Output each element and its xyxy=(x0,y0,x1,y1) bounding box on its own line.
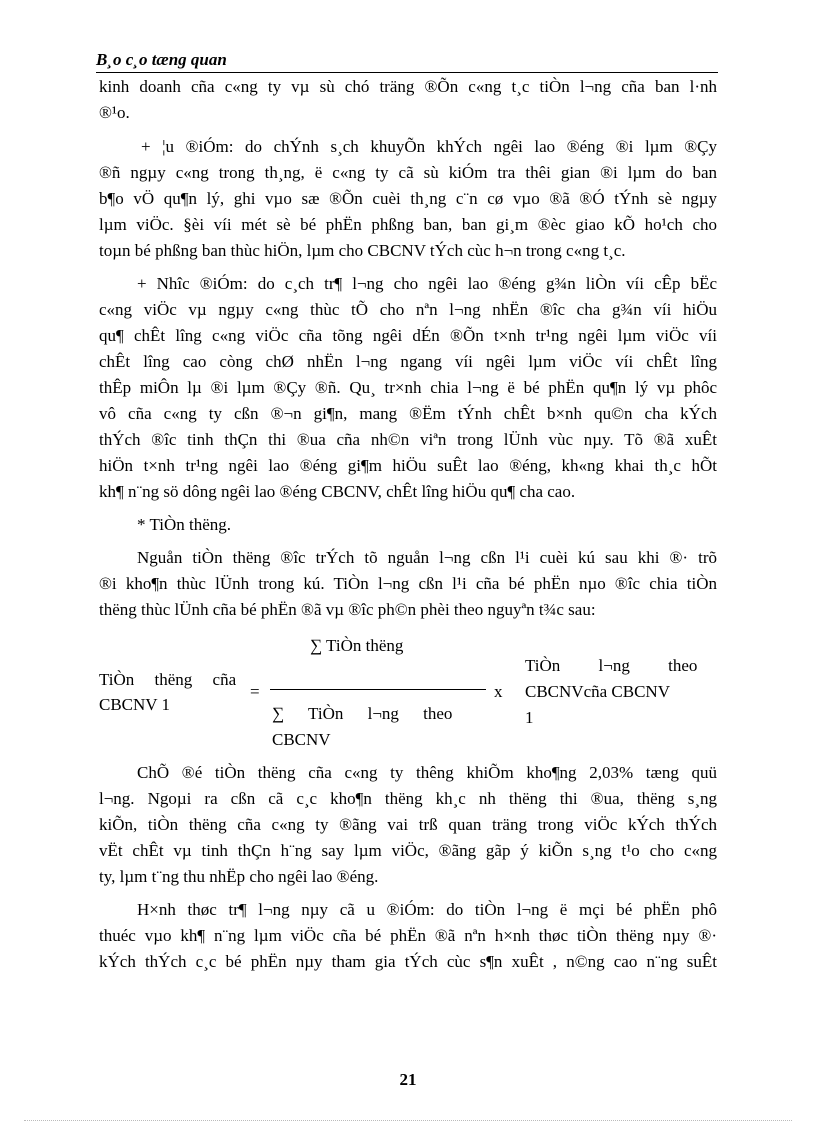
text-line: thuéc vµo kh¶ n¨ng lµm viÖc cña bé phËn ®ã nªn h×nh thøc tiÒn thëng nµy ®· xyxy=(99,926,717,945)
text-line: Nguån tiÒn thëng ®îc trÝch tõ nguån l¬ng cßn l¹i cuèi kú sau khi ®· trõ xyxy=(137,548,717,567)
fraction-line xyxy=(270,689,486,690)
text-line: + Nhîc ®iÓm: do c¸ch tr¶ l¬ng cho ngêi lao ®éng g¾n liÒn víi cÊp bËc xyxy=(137,274,717,293)
formula-lhs-line1: TiÒn thëng cña xyxy=(99,670,237,689)
paragraph xyxy=(99,134,717,264)
paragraph xyxy=(99,271,717,505)
formula-rhs-line2: CBCNVcña CBCNV xyxy=(525,682,670,701)
text-line: ®i kho¶n thùc lÜnh trong kú. TiÒn l¬ng cßn l¹i cña bé phËn nµo ®îc chia tiÒn xyxy=(99,574,717,593)
text-line: vô cña c«ng ty cßn ®¬n gi¶n, mang ®Ëm tÝnh chÊt b×nh qu©n cha kÝch xyxy=(99,404,717,423)
text-line: b¶o vÖ qu¶n lý, ghi vµo sæ ®Õn cuèi th¸ng c¨n cø vµo ®ã ®Ó tÝnh sè ngµy xyxy=(99,189,717,208)
text-line: vËt chÊt vµ tinh thÇn h¨ng say lµm viÖc, ®ãng gãp ý kiÕn s¸ng t¹o cho c«ng xyxy=(99,841,717,860)
text-line: thÝch ®îc tinh thÇn thi ®ua cña nh©n viªn trong lÜnh vùc nµy. Tõ ®ã xuÊt xyxy=(99,430,717,449)
text-line: lµm viÖc. §èi víi mét sè bé phËn phßng ban, ban gi¸m ®èc giao kÕ ho¹ch cho xyxy=(99,215,717,234)
text-line: ChÕ ®é tiÒn thëng cña c«ng ty thêng khiÕm kho¶ng 2,03% tæng quü xyxy=(137,763,717,782)
paragraph xyxy=(99,74,717,126)
text-line: toµn bé phßng ban thùc hiÖn, lµm cho CBCNV tÝch cùc h¬n trong c«ng t¸c. xyxy=(99,241,626,260)
formula-denominator-line2: CBCNV xyxy=(272,730,331,749)
footer-divider xyxy=(24,1120,792,1121)
paragraph xyxy=(99,897,717,975)
text-line: kh¶ n¨ng sö dông ngêi lao ®éng CBCNV, chÊt lîng hiÖu qu¶ cha cao. xyxy=(99,482,576,501)
page-number: 21 xyxy=(399,1070,417,1089)
paragraph xyxy=(99,760,717,890)
text-line: * TiÒn thëng. xyxy=(137,515,231,534)
text-line: ®ñ ngµy c«ng trong th¸ng, ë c«ng ty cã sù kiÓm tra thêi gian ®i lµm do ban xyxy=(99,163,717,182)
header-title: B¸o c¸o tæng quan xyxy=(96,50,227,69)
text-line: qu¶ chÊt lîng c«ng viÖc cña tõng ngêi dÉn ®Õn t×nh tr¹ng ngêi lµm viÖc víi xyxy=(99,326,717,345)
formula-equals: = xyxy=(250,682,260,701)
text-line: kiÕn, tiÒn thëng cña c«ng ty ®ãng vai trß quan träng trong viÖc kÝch thÝch xyxy=(99,815,717,834)
formula-lhs-line2: CBCNV 1 xyxy=(99,695,171,714)
text-line: kÝch thÝch c¸c bé phËn nµy tham gia tÝch cùc s¶n xuÊt , n©ng cao n¨ng suÊt xyxy=(99,952,717,971)
text-line: ty, lµm t¨ng thu nhËp cho ngêi lao ®éng. xyxy=(99,867,379,886)
header-rule xyxy=(96,72,718,73)
text-line: chÊt lîng cao còng chØ nhËn l¬ng ngang víi ngêi lµm viÖc víi chÊt lîng xyxy=(99,352,717,371)
formula-numerator: ∑ TiÒn thëng xyxy=(310,636,404,655)
text-line: hiÖn t×nh tr¹ng ngêi lao ®éng gi¶m hiÖu suÊt lao ®éng, kh«ng khai th¸c hÕt xyxy=(99,456,717,475)
text-line: kinh doanh cña c«ng ty vµ sù chó träng ®Õn c«ng t¸c tiÒn l¬ng cña ban l·nh xyxy=(99,77,717,96)
paragraph xyxy=(99,545,717,623)
text-line: thëng thùc lÜnh cña bé phËn ®ã vµ ®îc ph©n phèi theo nguyªn t¾c sau: xyxy=(99,600,596,619)
formula-denominator-line1: ∑ TiÒn l¬ng theo xyxy=(272,704,453,723)
text-line: thÊp miÔn lµ ®i lµm ®Çy ®ñ. Qu¸ tr×nh chia l¬ng ë bé phËn qu¶n lý vµ phôc xyxy=(99,378,717,397)
text-line: H×nh thøc tr¶ l¬ng nµy cã u ®iÓm: do tiÒn l¬ng ë mçi bé phËn phô xyxy=(137,900,717,919)
paragraph xyxy=(99,512,717,538)
text-line: ®¹o. xyxy=(99,103,130,122)
formula-times: x xyxy=(494,682,503,701)
formula-rhs-line3: 1 xyxy=(525,708,534,727)
text-line: l¬ng. Ngoµi ra cßn cã c¸c kho¶n thëng kh¸c nh thëng thi ®ua, thëng s¸ng xyxy=(99,789,717,808)
text-line: c«ng viÖc vµ ngµy c«ng thùc tÕ cho nªn l¬ng nhËn ®îc cha g¾n víi hiÖu xyxy=(99,300,717,319)
text-line: + ¦u ®iÓm: do chÝnh s¸ch khuyÕn khÝch ngêi lao ®éng ®i lµm ®Çy xyxy=(141,137,717,156)
formula-rhs-line1: TiÒn l¬ng theo xyxy=(525,656,698,675)
